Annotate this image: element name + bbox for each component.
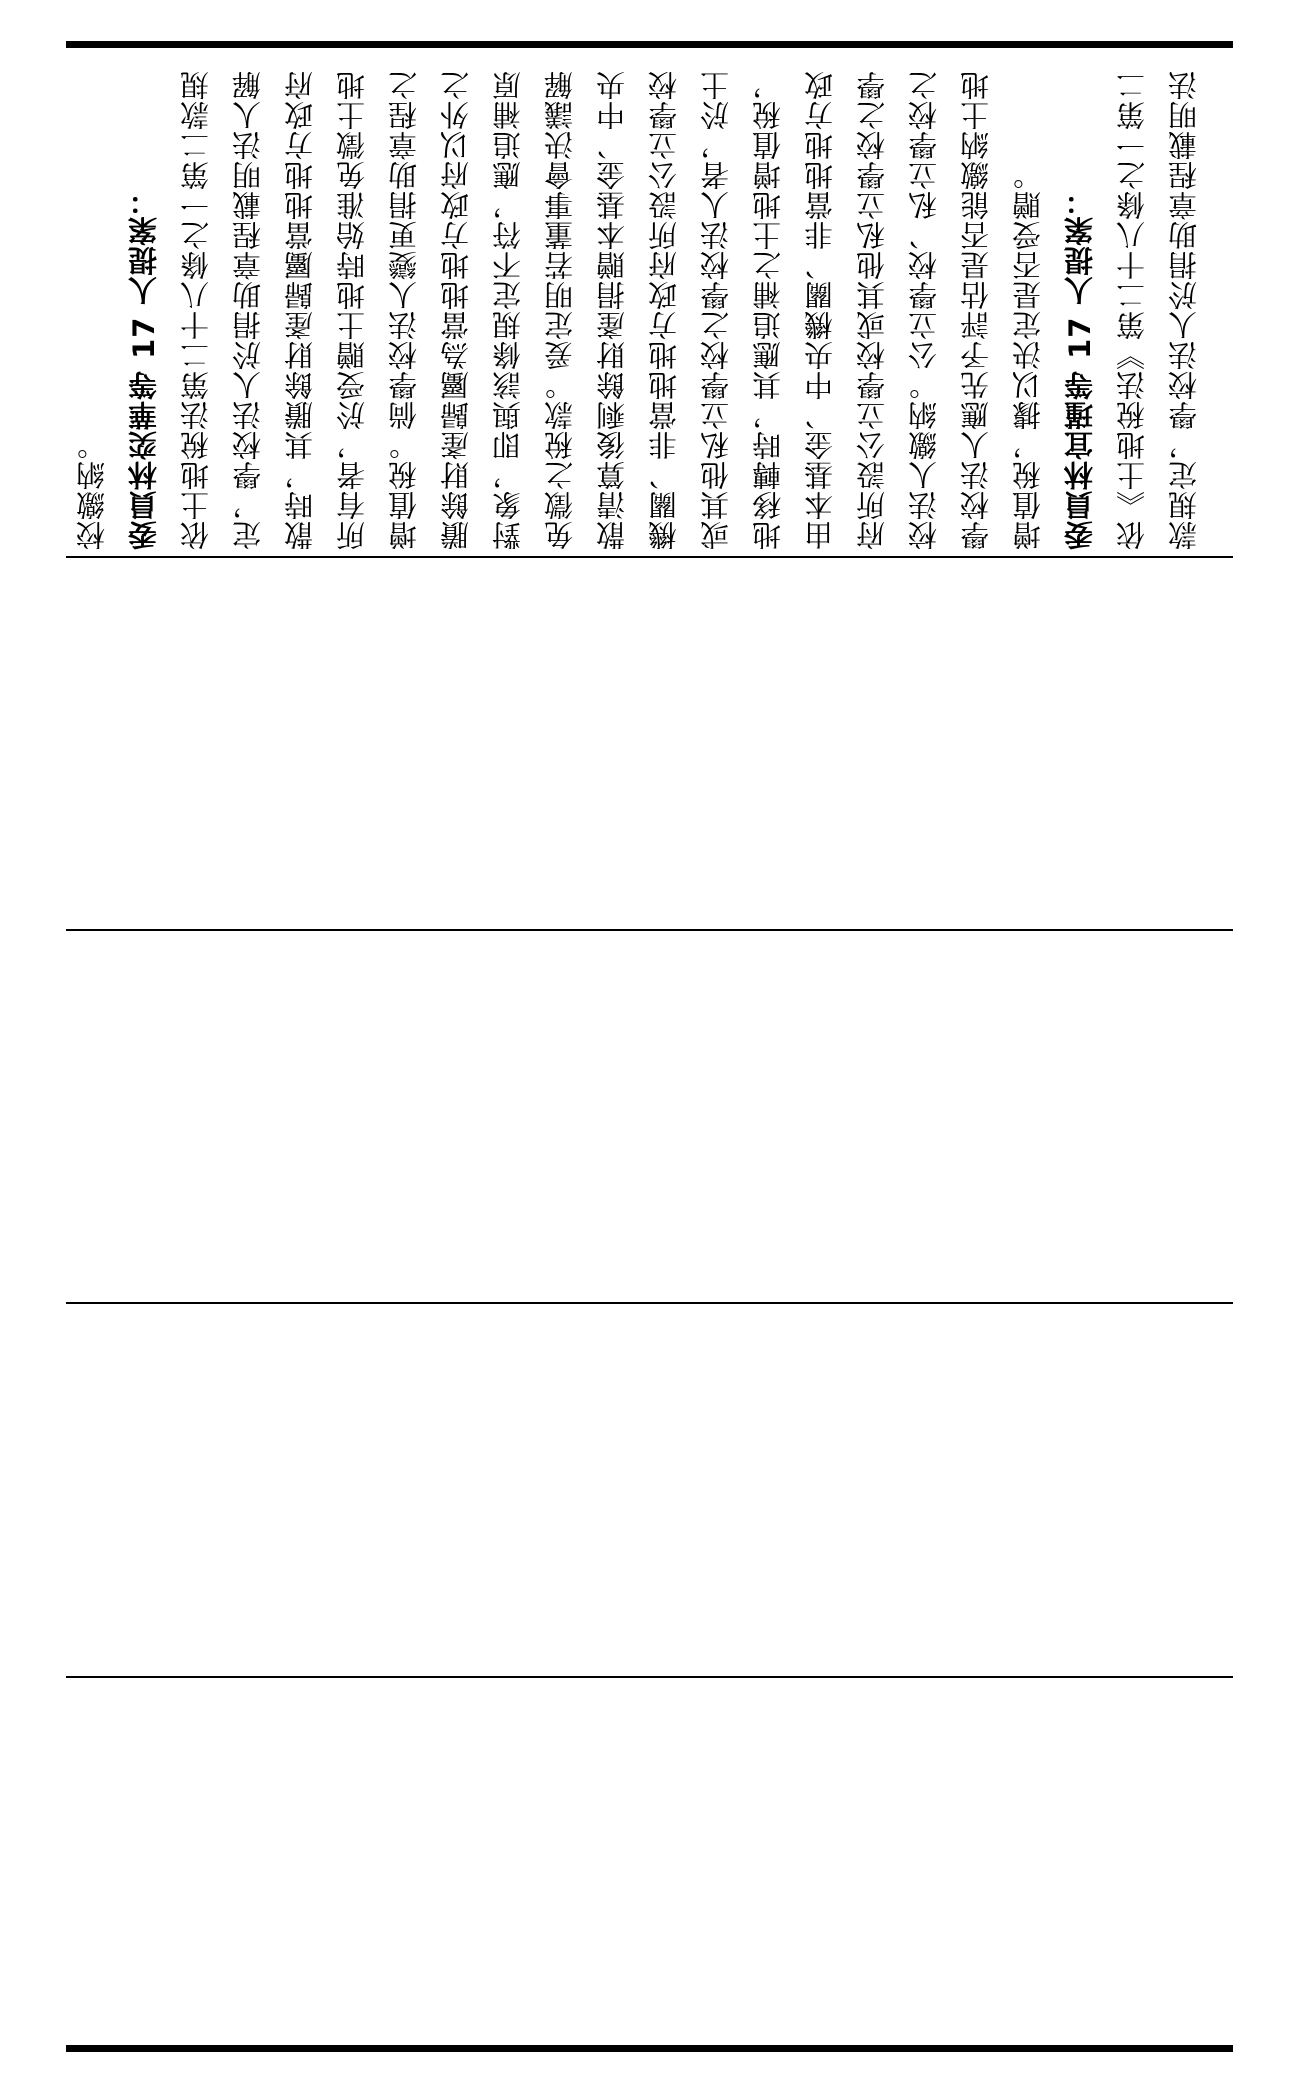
proposal-heading-lin-yi-jin: 委員林宜瑾等 17 人提案： bbox=[1063, 185, 1097, 550]
section-divider-4 bbox=[66, 1676, 1233, 1678]
proposal-heading-lin-yi-hua: 委員林奕華等 17 人提案： bbox=[127, 185, 161, 550]
bottom-border-rule bbox=[66, 2045, 1233, 2052]
proposal-body-lin-yi-jin: 依《土地稅法》第二十八條之一第二款規定，學校法人於捐助章程載明法 bbox=[1115, 70, 1201, 550]
section-divider-2 bbox=[66, 929, 1233, 931]
section-divider-1 bbox=[66, 556, 1233, 558]
section-divider-3 bbox=[66, 1302, 1233, 1304]
vertical-text-column bbox=[66, 55, 1226, 550]
top-border-rule bbox=[66, 41, 1233, 48]
proposal-body-lin-yi-hua: 依土地稅法第二十八條之一第二款規定，學校法人於捐助章程載明法人解散時，其賸餘財產歸屬當地地方政府所有者，於受贈土地時始准免徵土地增值稅。倘學校法人變更捐助章程之賸餘財產歸屬為當地地方政府以外之對象，即與該條規定不符，應追補原免徵之稅款。爰定明若董事會決議解散清算後剩餘財產捐贈本基金、中央機關、非當地地方政府所設公立學校或其他私立學校之學校法人者，於土地移轉時，其應追補之土地增值稅，由本基金、中央機關、非當地地方政府所設公立學校或其他私立學校之學校法人繳納。公立學校、私立學校之學校法人應先予評估是否能繳納土地增值稅，據以決定是否受贈。 bbox=[179, 70, 1045, 550]
paragraph-closing-fragment: 校繳納。 bbox=[75, 430, 109, 550]
